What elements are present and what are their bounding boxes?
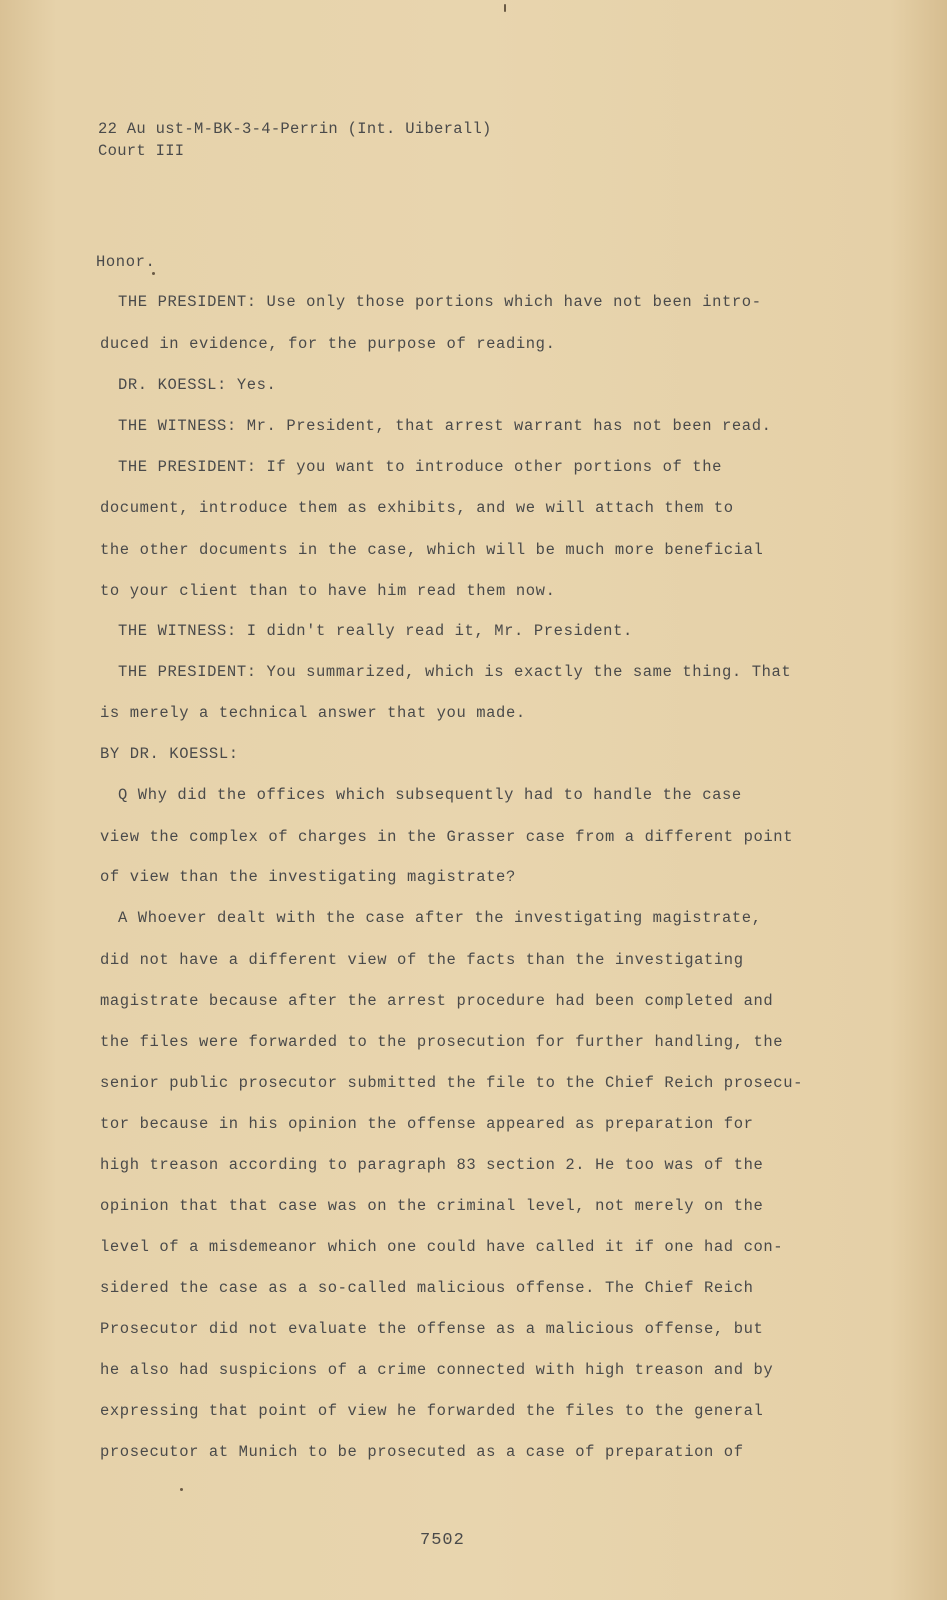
text-line: he also had suspicions of a crime connected with high treason and by [100, 1361, 774, 1379]
paper-speck [152, 272, 155, 275]
text-line: did not have a different view of the facts than the investigating [100, 951, 744, 969]
header-court-line: Court III [98, 142, 185, 160]
text-line: THE WITNESS: I didn't really read it, Mr. President. [118, 622, 633, 640]
text-line: prosecutor at Munich to be prosecuted as a case of preparation of [100, 1443, 744, 1461]
text-line: level of a misdemeanor which one could have called it if one had con- [100, 1238, 784, 1256]
text-line: magistrate because after the arrest procedure had been completed and [100, 992, 774, 1010]
text-line: expressing that point of view he forwarded the files to the general [100, 1402, 764, 1420]
text-line: the files were forwarded to the prosecution for further handling, the [100, 1033, 784, 1051]
text-line: view the complex of charges in the Grasser case from a different point [100, 828, 794, 846]
text-line: sidered the case as a so-called malicious offense. The Chief Reich [100, 1279, 754, 1297]
text-line: THE PRESIDENT: If you want to introduce other portions of the [118, 458, 722, 476]
text-line: Honor. [96, 253, 156, 271]
text-line: opinion that that case was on the criminal level, not merely on the [100, 1197, 764, 1215]
text-line: THE PRESIDENT: You summarized, which is exactly the same thing. That [118, 663, 792, 681]
text-line: THE WITNESS: Mr. President, that arrest warrant has not been read. [118, 417, 772, 435]
page-number: 7502 [420, 1531, 465, 1550]
paper-speck [504, 4, 506, 12]
text-line: to your client than to have him read them now. [100, 582, 556, 600]
text-line: document, introduce them as exhibits, and we will attach them to [100, 499, 734, 517]
text-line: A Whoever dealt with the case after the investigating magistrate, [118, 909, 762, 927]
transcript-header [98, 118, 492, 162]
text-line: senior public prosecutor submitted the file to the Chief Reich prosecu- [100, 1074, 804, 1092]
text-line: of view than the investigating magistrate? [100, 868, 516, 886]
header-session-line: 22 Au ust-M-BK-3-4-Perrin (Int. Uiberall) [98, 120, 492, 138]
paper-speck [180, 1488, 183, 1491]
text-line: duced in evidence, for the purpose of reading. [100, 335, 556, 353]
text-line: tor because in his opinion the offense appeared as preparation for [100, 1115, 754, 1133]
text-line: BY DR. KOESSL: [100, 745, 239, 763]
text-line: THE PRESIDENT: Use only those portions which have not been intro- [118, 293, 762, 311]
text-line: high treason according to paragraph 83 section 2. He too was of the [100, 1156, 764, 1174]
text-line: Q Why did the offices which subsequently had to handle the case [118, 786, 742, 804]
text-line: is merely a technical answer that you made. [100, 704, 526, 722]
text-line: Prosecutor did not evaluate the offense as a malicious offense, but [100, 1320, 764, 1338]
text-line: DR. KOESSL: Yes. [118, 376, 277, 394]
text-line: the other documents in the case, which will be much more beneficial [100, 541, 764, 559]
